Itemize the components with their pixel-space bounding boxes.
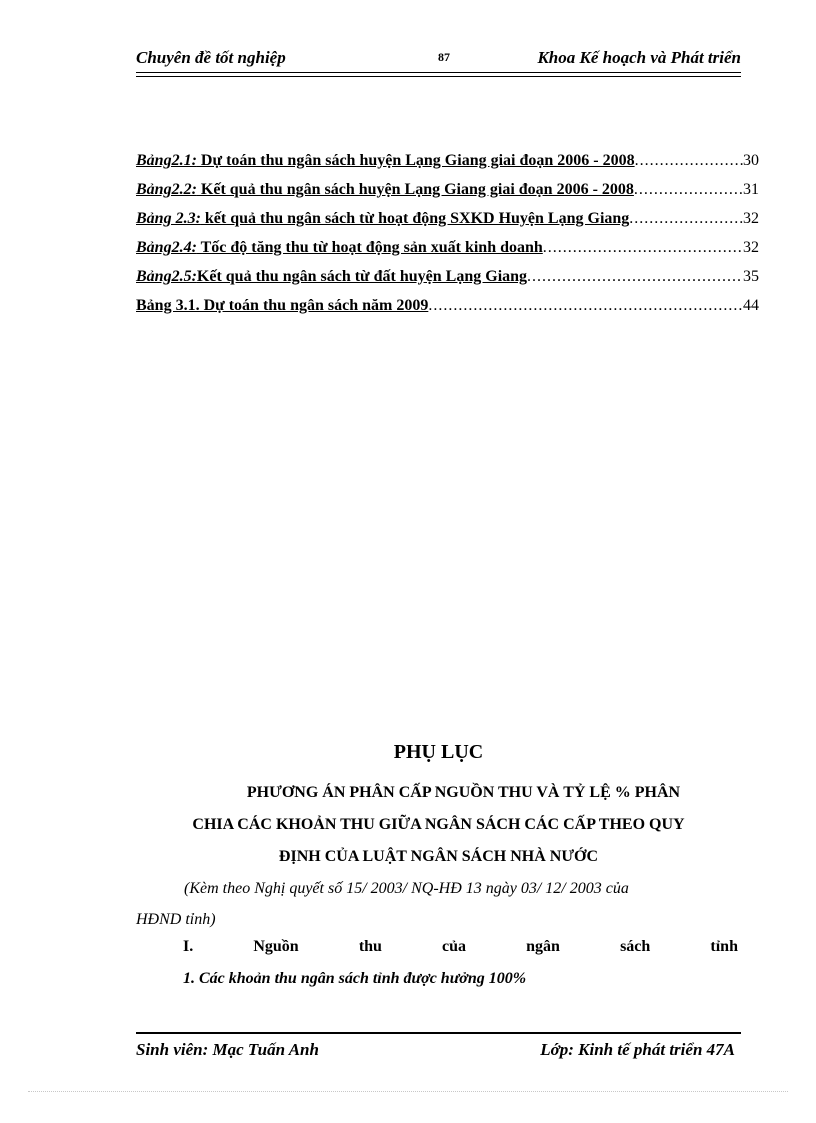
section-word: của: [442, 938, 467, 955]
subtitle-line: PHƯƠNG ÁN PHÂN CẤP NGUỒN THU VÀ TỶ LỆ % PHÂN: [246, 784, 681, 801]
toc-entry: Bảng2.1: Dự toán thu ngân sách huyện Lạng Giang giai đoạn 2006 - 2008: [136, 152, 635, 169]
toc-page: 31: [743, 181, 759, 198]
section-heading: [183, 938, 738, 956]
note-line: HĐND tỉnh): [136, 911, 216, 928]
footer-class: Lớp: Kinh tế phát triển 47A: [540, 1040, 735, 1059]
subtitle-line: CHIA CÁC KHOẢN THU GIỮA NGÂN SÁCH CÁC CẤP THEO QUY: [192, 816, 685, 833]
section-word: Nguồn: [253, 938, 299, 955]
appendix-subtitle: [136, 777, 741, 873]
toc-row[interactable]: [136, 268, 759, 297]
toc-page: 32: [743, 239, 759, 256]
page-edge-divider: [28, 1091, 788, 1092]
page-header: [136, 48, 741, 70]
toc-entry: Bảng2.2: Kết quả thu ngân sách huyện Lạng Giang giai đoạn 2006 - 2008: [136, 181, 634, 198]
header-right-title: Khoa Kế hoạch và Phát triển: [537, 48, 741, 67]
toc-page: 44: [743, 297, 759, 314]
toc-row[interactable]: [136, 210, 759, 239]
section-word: tỉnh: [710, 938, 738, 955]
toc-entry: Bảng 2.3: kết quả thu ngân sách từ hoạt động SXKD Huyện Lạng Giang: [136, 210, 630, 227]
section-word: ngân: [526, 938, 560, 955]
note-line: (Kèm theo Nghị quyết số 15/ 2003/ NQ-HĐ 13 ngày 03/ 12/ 2003 của: [184, 880, 629, 897]
toc-leader: [635, 152, 743, 170]
footer-student: Sinh viên: Mạc Tuấn Anh: [136, 1040, 319, 1059]
toc-page: 35: [743, 268, 759, 285]
toc-row[interactable]: [136, 152, 759, 181]
page-footer: [136, 1040, 741, 1062]
toc-row[interactable]: [136, 181, 759, 210]
toc-leader: [428, 297, 743, 315]
toc-page: 32: [743, 210, 759, 227]
toc-leader: [629, 210, 743, 228]
toc-leader: [527, 268, 743, 286]
toc-entry: Bảng2.5:Kết quả thu ngân sách từ đất huyện Lạng Giang: [136, 268, 528, 285]
table-list: [136, 152, 759, 326]
header-left-title: Chuyên đề tốt nghiệp: [136, 48, 286, 67]
toc-entry: Bảng2.4: Tốc độ tăng thu từ hoạt động sản xuất kinh doanh: [136, 239, 543, 256]
header-divider: [136, 72, 741, 77]
toc-leader: [543, 239, 743, 257]
appendix-title: PHỤ LỤC: [393, 741, 484, 763]
toc-leader: [634, 181, 743, 199]
toc-row[interactable]: [136, 239, 759, 268]
subsection-heading: 1. Các khoản thu ngân sách tỉnh được hưởng 100%: [183, 970, 527, 987]
section-word: sách: [620, 938, 651, 955]
toc-page: 30: [743, 152, 759, 169]
section-word: I.: [183, 938, 194, 955]
toc-entry: Bảng 3.1. Dự toán thu ngân sách năm 2009: [136, 297, 429, 314]
toc-row[interactable]: [136, 297, 759, 326]
resolution-note: [136, 873, 741, 935]
subtitle-line: ĐỊNH CỦA LUẬT NGÂN SÁCH NHÀ NƯỚC: [278, 848, 599, 865]
section-word: thu: [358, 938, 382, 955]
footer-divider: [136, 1032, 741, 1034]
page-number: 87: [438, 50, 450, 64]
